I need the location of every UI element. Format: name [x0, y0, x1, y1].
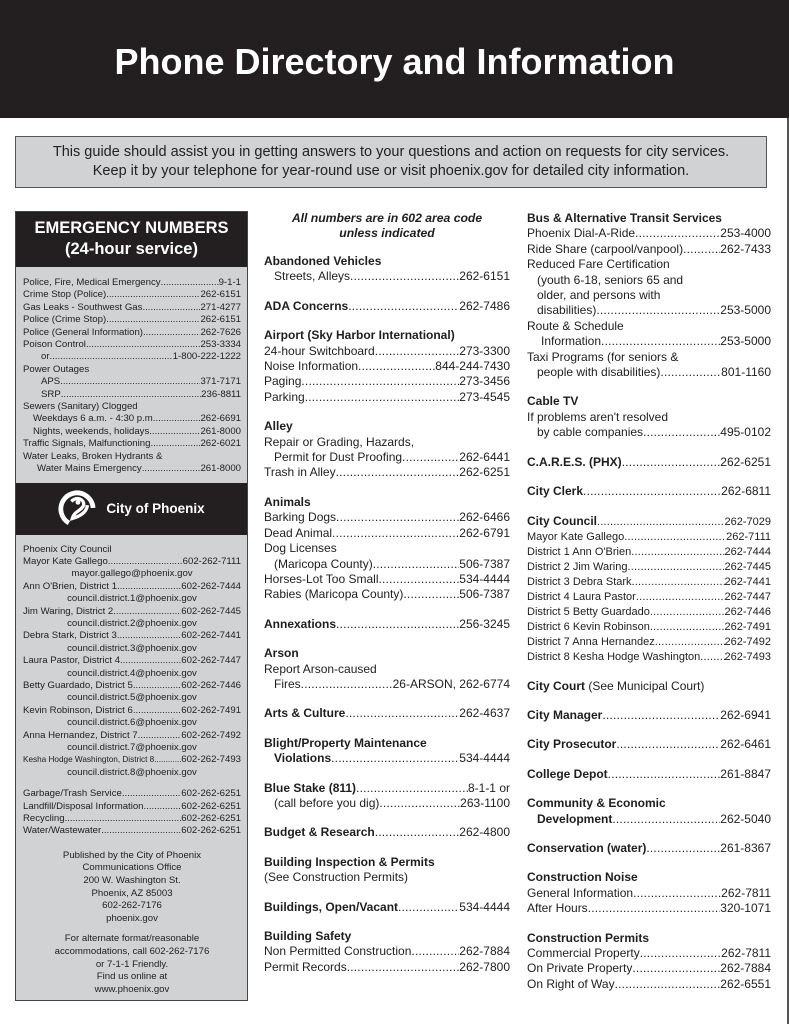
- directory-item: District 7 Anna Hernandez ..... 262-7492: [527, 635, 771, 650]
- section-city-court: City Court (See Municipal Court): [527, 678, 705, 693]
- directory-item: Permit for Dust Proofing ..... 262-6441: [264, 450, 510, 465]
- section-animals: Animals Barking Dogs ..... 262-6466 Dead Animal ..... 262-6791 Dog Licenses (Maricopa County) ..... 506-7387 Horses-Lot Too Small ..... 534-4444 Rabies (Maricopa County) ..... 506-7387: [264, 495, 510, 603]
- publisher-link[interactable]: phoenix.gov: [106, 912, 158, 924]
- area-code-note: All numbers are in 602 area code unless indicated: [291, 211, 483, 240]
- section-arts-culture: Arts & Culture ..... 262-4637: [264, 706, 510, 721]
- directory-item: General Information ..... 262-7811: [527, 886, 771, 901]
- directory-item: 24-hour Switchboard ..... 273-3300: [264, 344, 510, 359]
- service-item: Water/Wastewater ..... 602-262-6251: [23, 825, 241, 837]
- council-email[interactable]: council.district.3@phoenix.gov: [67, 642, 197, 654]
- access-line: accommodations, call 602-262-7176: [54, 946, 210, 957]
- directory-item: District 8 Kesha Hodge Washington ..... 262-7493: [527, 650, 771, 665]
- emergency-item: Power Outages: [23, 363, 90, 375]
- directory-item: District 1 Ann O'Brien ..... 262-7444: [527, 545, 771, 560]
- council-member: Debra Stark, District 3 ..... 602-262-7441: [23, 630, 241, 642]
- emergency-item: or ..... 1-800-222-1222: [23, 351, 241, 363]
- council-email[interactable]: mayor.gallego@phoenix.gov: [71, 568, 193, 580]
- directory-item: District 6 Kevin Robinson ..... 262-7491: [527, 620, 771, 635]
- emergency-item: Traffic Signals, Malfunctioning ..... 262-6021: [23, 438, 241, 450]
- emergency-item: Police, Fire, Medical Emergency ..... 9-1-1: [23, 277, 241, 289]
- council-member: Betty Guardado, District 5 ..... 602-262-7446: [23, 680, 241, 692]
- sidebar: [15, 211, 248, 1001]
- section-buildings-vacant: Buildings, Open/Vacant ..... 534-4444: [264, 900, 510, 915]
- section-blight: Blight/Property Maintenance Violations ..... 534-4444: [264, 736, 510, 767]
- section-building-inspection: Building Inspection & Permits (See Construction Permits): [264, 854, 435, 885]
- council-member: Kesha Hodge Washington, District 8 ..... 602-262-7493: [23, 754, 241, 766]
- access-line: Find us online at: [96, 971, 168, 983]
- emergency-item: Sewers (Sanitary) Clogged: [23, 401, 138, 413]
- directory-item: Fires ..... 26-ARSON, 262-6774: [264, 677, 510, 692]
- section-city-prosecutor: City Prosecutor ..... 262-6461: [527, 737, 771, 752]
- directory-item: Horses-Lot Too Small ..... 534-4444: [264, 572, 510, 587]
- emergency-header: [16, 212, 247, 267]
- service-item: Recycling ..... 602-262-6251: [23, 813, 241, 825]
- emergency-item: Crime Stop (Police) ..... 262-6151: [23, 289, 241, 301]
- section-cares: C.A.R.E.S. (PHX) ..... 262-6251: [527, 455, 771, 470]
- city-logo: [16, 483, 247, 535]
- council-list: [16, 535, 247, 997]
- section-ada: ADA Concerns ..... 262-7486: [264, 299, 510, 314]
- directory-column-1: [264, 211, 510, 989]
- emergency-item: SRP ..... 236-8811: [23, 389, 241, 401]
- city-logo-text: City of Phoenix: [106, 501, 205, 516]
- service-item: Landfill/Disposal Information ..... 602-262-6251: [23, 801, 241, 813]
- section-city-manager: City Manager ..... 262-6941: [527, 708, 771, 723]
- directory-item: Parking ..... 273-4545: [264, 390, 510, 405]
- emergency-item: APS ..... 371-7171: [23, 376, 241, 388]
- access-line: or 7-1-1 Friendly.: [95, 958, 169, 970]
- page-header: [0, 0, 789, 118]
- emergency-list: [16, 267, 247, 476]
- section-construction-permits: Construction Permits Commercial Property ..... 262-7811 On Private Property ..... 262-7884 On Right of Way ..... 262-6551: [527, 931, 771, 993]
- directory-item: District 5 Betty Guardado ..... 262-7446: [527, 605, 771, 620]
- directory-item: Barking Dogs ..... 262-6466: [264, 510, 510, 525]
- publisher-line: Published by the City of Phoenix: [62, 849, 202, 861]
- website-link[interactable]: www.phoenix.gov: [94, 983, 170, 995]
- section-city-council: City Council ..... 262-7029 Mayor Kate Gallego ..... 262-7111 District 1 Ann O'Brien ..... 262-7444 District 2 Jim Waring ..... 262-7445 District 3 Debra Stark ..... 262-7441 District 4 Laura Pastor ..... 262-7447 District 5 Betty Guardado ..... 262-7446 District 6 Kevin Robinson ..... 262-7491 District 7 Anna Hernandez ..... 262-7492 District 8 Kesha Hodge Washington ..... 262-7493: [527, 514, 771, 665]
- council-member: Kevin Robinson, District 6 ..... 602-262-7491: [23, 705, 241, 717]
- page-title: Phone Directory and Information: [114, 41, 675, 82]
- directory-item: by cable companies ..... 495-0102: [527, 425, 771, 440]
- section-airport: Airport (Sky Harbor International) 24-hour Switchboard ..... 273-3300 Noise Information ..... 844-244-7430 Paging ..... 273-3456 Parking ..... 273-4545: [264, 328, 510, 405]
- emergency-item: Gas Leaks - Southwest Gas ..... 271-4277: [23, 302, 241, 314]
- council-member: Mayor Kate Gallego ..... 602-262-7111: [23, 556, 241, 568]
- emergency-item: Police (General Information) ..... 262-7626: [23, 327, 241, 339]
- directory-item: District 4 Laura Pastor ..... 262-7447: [527, 590, 771, 605]
- directory-item: (Maricopa County) ..... 506-7387: [264, 557, 510, 572]
- emergency-subtitle: (24-hour service): [65, 240, 198, 258]
- council-email[interactable]: council.district.1@phoenix.gov: [67, 593, 197, 605]
- directory-item: District 3 Debra Stark ..... 262-7441: [527, 575, 771, 590]
- directory-item: On Right of Way ..... 262-6551: [527, 977, 771, 992]
- council-email[interactable]: council.district.5@phoenix.gov: [67, 692, 197, 704]
- directory-item: Dead Animal ..... 262-6791: [264, 526, 510, 541]
- emergency-item: Water Leaks, Broken Hydrants &: [23, 450, 163, 462]
- directory-item: Phoenix Dial-A-Ride ..... 253-4000: [527, 226, 771, 241]
- section-construction-noise: Construction Noise General Information ..... 262-7811 After Hours ..... 320-1071: [527, 870, 771, 916]
- council-title: Phoenix City Council: [23, 543, 112, 555]
- section-city-clerk: City Clerk ..... 262-6811: [527, 484, 771, 499]
- section-building-safety: Building Safety Non Permitted Construction ..... 262-7884 Permit Records ..... 262-7800: [264, 929, 510, 975]
- emergency-item: Police (Crime Stop) ..... 262-6151: [23, 314, 241, 326]
- council-email[interactable]: council.district.8@phoenix.gov: [67, 766, 197, 778]
- directory-item: On Private Property ..... 262-7884: [527, 961, 771, 976]
- directory-item: disabilities) ..... 253-5000: [527, 303, 771, 318]
- section-cable-tv: Cable TV If problems aren't resolved by cable companies ..... 495-0102: [527, 394, 771, 440]
- emergency-title: EMERGENCY NUMBERS: [34, 219, 229, 237]
- directory-item: Information ..... 253-5000: [527, 334, 771, 349]
- section-abandoned-vehicles: Abandoned Vehicles Streets, Alleys ..... 262-6151: [264, 254, 510, 285]
- directory-item: Noise Information ..... 844-244-7430: [264, 359, 510, 374]
- publisher-info: [23, 838, 241, 997]
- section-college-depot: College Depot ..... 261-8847: [527, 767, 771, 782]
- directory-item: District 2 Jim Waring ..... 262-7445: [527, 560, 771, 575]
- directory-item: Trash in Alley ..... 262-6251: [264, 465, 510, 480]
- emergency-item: Water Mains Emergency ..... 261-8000: [23, 463, 241, 475]
- section-community-economic: Community & Economic Development ..... 262-5040: [527, 796, 771, 827]
- council-email[interactable]: council.district.7@phoenix.gov: [67, 742, 197, 753]
- section-annexations: Annexations ..... 256-3245: [264, 617, 510, 632]
- directory-item: Commercial Property ..... 262-7811: [527, 946, 771, 961]
- council-email[interactable]: council.district.4@phoenix.gov: [67, 667, 197, 679]
- directory-column-2: [527, 211, 771, 1006]
- council-email[interactable]: council.district.2@phoenix.gov: [67, 617, 197, 629]
- emergency-item: Weekdays 6 a.m. - 4:30 p.m. ..... 262-6691: [23, 413, 241, 425]
- emergency-item: Poison Control ..... 253-3334: [23, 339, 241, 351]
- intro-box: [15, 136, 767, 188]
- publisher-line: 200 W. Washington St.: [83, 875, 181, 887]
- council-member: Anna Hernandez, District 7 ..... 602-262-7492: [23, 730, 241, 742]
- directory-item: people with disabilities) ..... 801-1160: [527, 365, 771, 380]
- directory-item: Paging ..... 273-3456: [264, 374, 510, 389]
- directory-item: Permit Records ..... 262-7800: [264, 960, 510, 975]
- section-blue-stake: Blue Stake (811) ..... 8-1-1 or (call before you dig) ..... 263-1100: [264, 781, 510, 812]
- access-line: For alternate format/reasonable: [64, 933, 200, 945]
- section-conservation: Conservation (water) ..... 261-8367: [527, 841, 771, 856]
- council-member: Jim Waring, District 2 ..... 602-262-7445: [23, 606, 241, 618]
- council-member: Ann O'Brien, District 1 ..... 602-262-7444: [23, 581, 241, 593]
- directory-item: Non Permitted Construction ..... 262-7884: [264, 944, 510, 959]
- section-bus-transit: Bus & Alternative Transit Services Phoenix Dial-A-Ride ..... 253-4000 Ride Share (carpool/vanpool) ..... 262-7433 Reduced Fare Certification (youth 6-18, seniors 65 and older, and persons with disabilities) ..... 253-5000 Route & Schedule Information ..... 253-5000 Taxi Programs (for seniors & people with disabilities) ..... 801-1160: [527, 211, 771, 380]
- publisher-line: 602-262-7176: [102, 900, 162, 912]
- section-arson: Arson Report Arson-caused Fires ..... 26-ARSON, 262-6774: [264, 646, 510, 692]
- directory-item: After Hours ..... 320-1071: [527, 901, 771, 916]
- section-alley: Alley Repair or Grading, Hazards, Permit for Dust Proofing ..... 262-6441 Trash in Alley ..... 262-6251: [264, 419, 510, 481]
- directory-item: Ride Share (carpool/vanpool) ..... 262-7433: [527, 242, 771, 257]
- emergency-item: Nights, weekends, holidays ..... 261-8000: [23, 426, 241, 438]
- intro-line-2: Keep it by your telephone for year-round use or visit phoenix.gov for detailed city information.: [92, 163, 690, 179]
- phoenix-bird-icon: [58, 490, 96, 528]
- section-budget: Budget & Research ..... 262-4800: [264, 825, 510, 840]
- publisher-line: Communications Office: [82, 862, 182, 874]
- directory-item: Mayor Kate Gallego ..... 262-7111: [527, 530, 771, 545]
- publisher-line: Phoenix, AZ 85003: [91, 887, 173, 899]
- intro-line-1: This guide should assist you in getting answers to your questions and action on requests for city services.: [52, 144, 730, 160]
- service-item: Garbage/Trash Service ..... 602-262-6251: [23, 788, 241, 800]
- directory-item: Streets, Alleys ..... 262-6151: [264, 269, 510, 284]
- council-email[interactable]: council.district.6@phoenix.gov: [67, 717, 197, 729]
- council-member: Laura Pastor, District 4 ..... 602-262-7447: [23, 655, 241, 667]
- directory-item: Rabies (Maricopa County) ..... 506-7387: [264, 587, 510, 602]
